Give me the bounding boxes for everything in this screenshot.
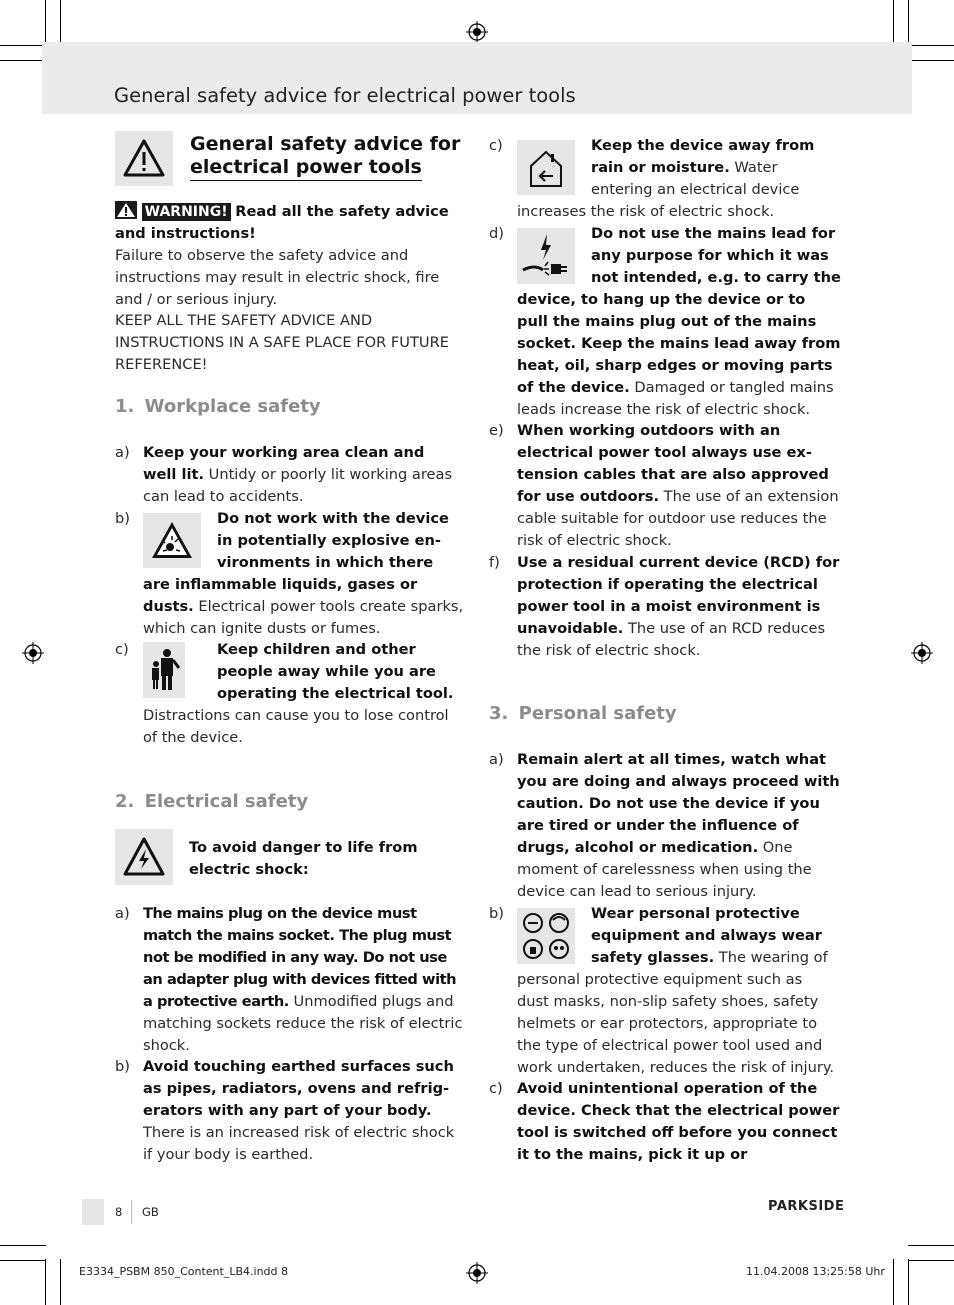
danger-notice (189, 837, 459, 881)
electrical-item-f (517, 552, 841, 662)
warning-icon-box (115, 131, 173, 186)
section-heading-electrical (115, 791, 308, 812)
item-bold: Keep children and other people away while you are operating the electrical tool. (217, 641, 454, 702)
crop-mark (45, 1259, 46, 1305)
workplace-item-c (143, 639, 465, 749)
print-timestamp: 11.04.2008 13:25:58 Uhr (746, 1265, 885, 1278)
crop-mark (908, 1260, 954, 1261)
registration-mark-icon (911, 642, 933, 664)
crop-mark (60, 1259, 61, 1305)
warning-body: Failure to observe the safety advice and instructions may result in electric shock, fire and / or serious injury. (115, 247, 440, 308)
intro-title (190, 133, 460, 181)
section-title: Electrical safety (144, 791, 309, 812)
crop-mark (908, 1259, 909, 1305)
section-heading-workplace (115, 396, 321, 417)
warning-head: Read all the safety advice (235, 203, 449, 220)
item-text: The wearing of personal protective equipment such as dust masks, non-slip safety shoes, safety helmets or ear protectors, appropriate to the type of electrical power tool used and work undertaken, reduces the risk of injury. (517, 949, 835, 1076)
electrical-item-b (143, 1056, 463, 1166)
item-bold: Remain alert at all times, watch what you are doing and always proceed with caution. Do not use the device if you are tired or under the influence of drugs, alcohol or medication. (517, 751, 840, 856)
item-text: Damaged or tangled mains leads increase the risk of electric shock. (517, 379, 834, 418)
personal-item-a (517, 749, 841, 903)
page-number: 8 (115, 1205, 123, 1219)
item-bold: Use a residual current device (RCD) for protection if operating the electrical power tool in a moist environment is unavoidable. (517, 554, 840, 637)
item-label: d) (489, 225, 504, 242)
page-number-box (82, 1199, 104, 1225)
intro-title-line2: electrical power tools (190, 156, 422, 181)
section-title: Workplace safety (144, 396, 321, 417)
warning-head2: and instructions! (115, 225, 256, 242)
item-bold: Do not work with the device in potentially explosive environments in which there are inflammable liquids, gases or dusts. (143, 510, 449, 615)
item-text: Untidy or poorly lit working areas can lead to accidents. (143, 466, 453, 505)
section-number: 2. (115, 791, 135, 812)
intro-title-line1: General safety advice for (190, 133, 461, 155)
danger-line1: To avoid danger to life from (189, 839, 418, 856)
item-bold: Keep the device away from rain or moisture. (591, 137, 815, 176)
section-title: Personal safety (518, 703, 677, 724)
footer-divider (131, 1200, 132, 1224)
item-bold: The mains plug on the device must match the mains socket. The plug must not be modified in any way. Do not use an adapter plug with devices fitted with a protective earth. (143, 905, 457, 1010)
shock-icon-box (115, 829, 173, 885)
electric-shock-icon (115, 829, 173, 885)
registration-mark-icon (466, 1262, 488, 1284)
item-label: a) (115, 444, 130, 461)
item-bold: Avoid unintentional operation of the device. Check that the electrical power tool is switched off before you connect it to the mains, pick it up or (517, 1080, 840, 1163)
item-bold: When working outdoors with an electrical power tool always use extension cables that are also approved for use outdoors. (517, 422, 829, 505)
item-bold: Do not use the mains lead for any purpose for which it was not intended, e.g. to carry the device, to hang up the device or to pull the mains plug out of the mains socket. Keep the mains lead away from heat, oil, sharp edges or moving parts of the device. (517, 225, 841, 396)
item-label: b) (115, 1058, 130, 1075)
danger-line2: electric shock: (189, 861, 309, 878)
crop-mark (0, 45, 46, 46)
item-label: f) (489, 554, 500, 571)
item-text: The use of an extension cable suitable for outdoor use reduces the risk of electric shock. (517, 488, 839, 549)
workplace-item-b (143, 508, 465, 640)
language-code: GB (142, 1205, 159, 1219)
crop-mark (908, 60, 954, 61)
section-number: 3. (489, 703, 509, 724)
item-label: c) (489, 1080, 503, 1097)
warning-paragraph (115, 201, 467, 311)
crop-mark (908, 0, 909, 46)
registration-mark-icon (22, 642, 44, 664)
item-label: c) (489, 137, 503, 154)
electrical-item-d (517, 223, 841, 421)
personal-item-b (517, 903, 837, 1079)
file-slug: E3334_PSBM 850_Content_LB4.indd 8 (79, 1265, 288, 1278)
crop-mark (60, 0, 61, 46)
crop-mark (0, 60, 46, 61)
keep-notice: KEEP ALL THE SAFETY ADVICE AND INSTRUCTIONS IN A SAFE PLACE FOR FUTURE REFERENCE! (115, 312, 449, 373)
workplace-item-a (143, 442, 461, 508)
electrical-item-c (517, 135, 841, 223)
item-label: b) (489, 905, 504, 922)
crop-mark (893, 1259, 894, 1305)
item-label: e) (489, 422, 504, 439)
item-text: The use of an RCD reduces the risk of electric shock. (517, 620, 826, 659)
brand-logo: PARKSIDE (768, 1199, 845, 1214)
registration-mark-icon (466, 21, 488, 43)
warning-tag: WARNING! (142, 203, 231, 221)
section-number: 1. (115, 396, 135, 417)
item-label: a) (115, 905, 130, 922)
item-label: c) (115, 641, 129, 658)
item-text: One moment of carelessness when using the device can lead to serious injury. (517, 839, 812, 900)
item-text: There is an increased risk of electric shock if your body is earthed. (143, 1124, 455, 1163)
electrical-item-e (517, 420, 839, 552)
item-text: Distractions can cause you to lose control of the device. (143, 707, 449, 746)
item-bold: Wear personal protective equipment and always wear safety glasses. (591, 905, 822, 966)
page-title: General safety advice for electrical power tools (114, 84, 576, 107)
item-bold: Avoid touching earthed surfaces such as pipes, radiators, ovens and refrigerators with any part of your body. (143, 1058, 454, 1119)
electrical-item-a (143, 903, 467, 1057)
personal-item-c (517, 1078, 841, 1166)
warning-triangle-icon (115, 131, 173, 186)
crop-mark (45, 0, 46, 46)
crop-mark (0, 1245, 46, 1246)
item-label: a) (489, 751, 504, 768)
crop-mark (0, 1260, 46, 1261)
crop-mark (893, 0, 894, 46)
crop-mark (908, 45, 954, 46)
item-bold: Keep your working area clean and well lit. (143, 444, 425, 483)
item-label: b) (115, 510, 130, 527)
item-text: Electrical power tools create sparks, which can ignite dusts or fumes. (143, 598, 464, 637)
warning-small-icon (115, 201, 137, 219)
section-heading-personal (489, 703, 677, 724)
crop-mark (908, 1245, 954, 1246)
item-text: Water entering an electrical device increases the risk of electric shock. (517, 159, 800, 220)
item-text: Unmodified plugs and matching sockets reduce the risk of electric shock. (143, 993, 463, 1054)
